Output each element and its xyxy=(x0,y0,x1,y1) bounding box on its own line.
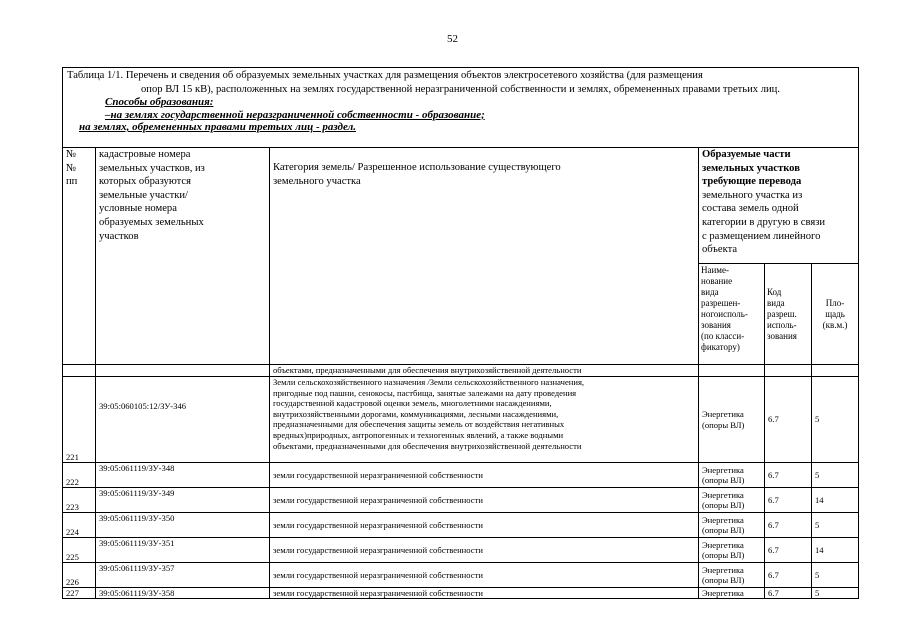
continuation-row xyxy=(63,365,859,377)
formation-method-1: –на землях государственной неразграниченной собственности - образование; xyxy=(105,108,485,121)
row-cadastral: 39:05:061119/ЗУ-358 xyxy=(96,588,270,599)
cell-empty xyxy=(812,365,859,377)
row-use: Энергетика (опоры ВЛ) xyxy=(699,488,765,513)
header-use-name: Наиме- нование вида разрешен- ногоисполь- зования (по класси- фикатору) xyxy=(699,264,765,365)
formation-method-2: на землях, обремененных правами третьих лиц - раздел. xyxy=(79,121,356,133)
cell-empty xyxy=(765,365,812,377)
row-code: 6.7 xyxy=(765,563,812,588)
cell-empty xyxy=(699,365,765,377)
table-title-line-2: опор ВЛ 15 кВ), расположенных на землях государственной неразграниченной собственности и землях, обремененных правами третьих лиц. xyxy=(141,83,780,95)
row-area: 14 xyxy=(812,538,859,563)
table-row xyxy=(63,538,859,563)
land-plots-table xyxy=(62,67,859,599)
row-code: 6.7 xyxy=(765,488,812,513)
row-number: 222 xyxy=(63,463,96,488)
table-title-cell xyxy=(63,68,859,148)
row-code: 6.7 xyxy=(765,538,812,563)
table-row xyxy=(63,513,859,538)
row-code: 6.7 xyxy=(765,588,812,599)
row-area: 14 xyxy=(812,488,859,513)
row-category: земли государственной неразграниченной собственности xyxy=(270,463,699,488)
header-formed-parts-text: земельного участка из состава земель одной категории в другую в связи с размещением линейного объекта xyxy=(702,189,826,256)
row-category: земли государственной неразграниченной собственности xyxy=(270,513,699,538)
header-formed-parts xyxy=(699,148,859,264)
header-cadastral: кадастровые номера земельных участков, из которых образуются земельные участки/ условные номера образуемых земельных участков xyxy=(96,148,270,365)
row-code: 6.7 xyxy=(765,513,812,538)
row-use: Энергетика (опоры ВЛ) xyxy=(699,563,765,588)
table-row xyxy=(63,377,859,463)
row-number: 224 xyxy=(63,513,96,538)
row-area: 5 xyxy=(812,588,859,599)
continuation-text: объектами, предназначенными для обеспечения внутрихозяйственной деятельности xyxy=(270,365,699,377)
row-number: 223 xyxy=(63,488,96,513)
table-row xyxy=(63,488,859,513)
row-area: 5 xyxy=(812,377,859,463)
cell-empty xyxy=(63,365,96,377)
row-number: 221 xyxy=(63,377,96,463)
cell-empty xyxy=(96,365,270,377)
row-category: земли государственной неразграниченной собственности xyxy=(270,588,699,599)
row-number: 227 xyxy=(63,588,96,599)
row-cadastral: 39:05:061119/ЗУ-348 xyxy=(96,463,270,488)
row-use: Энергетика (опоры ВЛ) xyxy=(699,513,765,538)
formation-methods-heading: Способы образования: xyxy=(105,96,214,108)
row-use: Энергетика (опоры ВЛ) xyxy=(699,538,765,563)
row-category: земли государственной неразграниченной собственности xyxy=(270,538,699,563)
table-row xyxy=(63,463,859,488)
table-title-line-1: Таблица 1/1. Перечень и сведения об образуемых земельных участках для размещения объектов электросетевого хозяйства (для размещения xyxy=(67,70,703,81)
row-use: Энергетика (опоры ВЛ) xyxy=(699,463,765,488)
row-area: 5 xyxy=(812,513,859,538)
row-category: Земли сельскохозяйственного назначения /Земли сельскохозяйственного назначения, пригодные под пашни, сенокосы, пастбища, занятые залежами на дату проведения государственной кадастровой оценки земель, многолетними насаждениями, внутрихозяйственными дорогами, коммуникациями, лесными насаждениями, предназначенными для обеспечения защиты земель от воздействия негативных вредных)природных, антропогенных и техногенных явлений, а также водными объектами, предназначенными для обеспечения внутрихозяйственной деятельности xyxy=(270,377,699,463)
row-cadastral: 39:05:061119/ЗУ-350 xyxy=(96,513,270,538)
row-use: Энергетика xyxy=(699,588,765,599)
row-category: земли государственной неразграниченной собственности xyxy=(270,488,699,513)
column-header-row xyxy=(63,148,859,264)
row-number: 226 xyxy=(63,563,96,588)
row-cadastral: 39:05:061119/ЗУ-349 xyxy=(96,488,270,513)
page-number: 52 xyxy=(447,33,458,45)
header-area: Пло- щадь (кв.м.) xyxy=(812,264,859,365)
row-category: земли государственной неразграниченной собственности xyxy=(270,563,699,588)
row-area: 5 xyxy=(812,463,859,488)
row-code: 6.7 xyxy=(765,377,812,463)
row-use: Энергетика (опоры ВЛ) xyxy=(699,377,765,463)
row-cadastral: 39:05:061119/ЗУ-357 xyxy=(96,563,270,588)
table-row xyxy=(63,588,859,599)
row-cadastral: 39:05:060105:12/ЗУ-346 xyxy=(96,377,270,463)
row-cadastral: 39:05:061119/ЗУ-351 xyxy=(96,538,270,563)
row-code: 6.7 xyxy=(765,463,812,488)
row-number: 225 xyxy=(63,538,96,563)
row-area: 5 xyxy=(812,563,859,588)
header-formed-parts-bold: Образуемые части земельных участков требующие перевода xyxy=(702,149,802,188)
header-number: № № пп xyxy=(63,148,96,365)
table-row xyxy=(63,563,859,588)
header-category: Категория земель/ Разрешенное использование существующего земельного участка xyxy=(270,148,699,365)
table-title-row xyxy=(63,68,859,148)
header-use-code: Код вида разреш. исполь- зования xyxy=(765,264,812,365)
